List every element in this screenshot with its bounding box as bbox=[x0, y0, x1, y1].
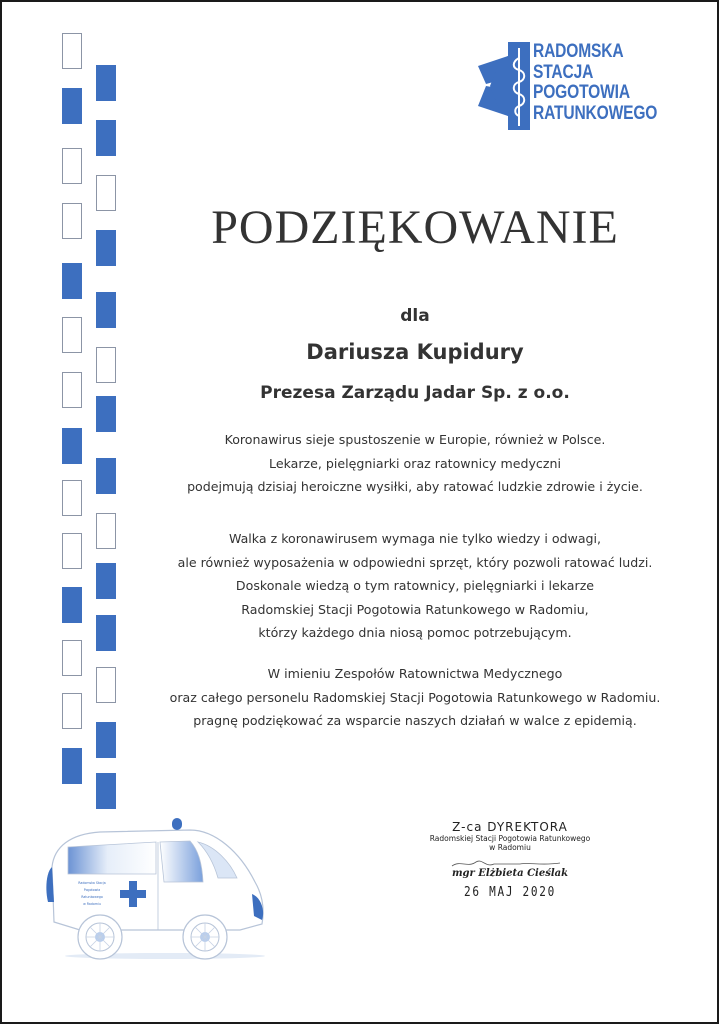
decorative-square bbox=[96, 347, 116, 383]
logo-line: POGOTOWIA bbox=[533, 82, 630, 103]
decorative-square bbox=[62, 263, 82, 299]
decorative-square bbox=[96, 773, 116, 809]
for-label: dla bbox=[400, 306, 430, 326]
recipient-role: Prezesa Zarządu Jadar Sp. z o.o. bbox=[260, 383, 570, 403]
decorative-square bbox=[62, 533, 82, 569]
decorative-square bbox=[96, 722, 116, 758]
paragraph-line: podejmują dzisiaj heroiczne wysiłki, aby ratować ludzkie zdrowie i życie. bbox=[187, 479, 643, 494]
decorative-square bbox=[96, 513, 116, 549]
paragraph-line: Lekarze, pielęgniarki oraz ratownicy medyczni bbox=[269, 455, 561, 471]
stamp-org: Radomskiej Stacji Pogotowia Ratunkowego bbox=[429, 834, 591, 843]
decorative-square bbox=[62, 372, 82, 408]
decorative-square bbox=[62, 693, 82, 729]
decorative-square bbox=[62, 203, 82, 239]
decorative-square bbox=[96, 396, 116, 432]
document-title: PODZIĘKOWANIE bbox=[211, 201, 619, 254]
decorative-square bbox=[96, 292, 116, 328]
decorative-square bbox=[62, 33, 82, 69]
decorative-square bbox=[62, 640, 82, 676]
logo-line: RATUNKOWEGO bbox=[533, 102, 658, 124]
decorative-square bbox=[62, 428, 82, 464]
decorative-square bbox=[62, 587, 82, 623]
logo-line: RADOMSKA bbox=[533, 41, 624, 62]
paragraph-line: Koronawirus sieje spustoszenie w Europie, również w Polsce. bbox=[224, 432, 606, 447]
logo-wordmark bbox=[533, 42, 657, 124]
decorative-square bbox=[96, 458, 116, 494]
stamp-org-city: w Radomiu bbox=[489, 843, 531, 852]
decorative-square bbox=[96, 563, 116, 599]
decorative-square bbox=[62, 88, 82, 124]
signature-scribble-icon bbox=[450, 856, 570, 870]
decorative-square bbox=[62, 480, 82, 516]
paragraph-line: W imieniu Zespołów Ratownictwa Medycznego bbox=[267, 666, 563, 681]
svg-text:Ratunkowego: Ratunkowego bbox=[81, 895, 103, 899]
decorative-square bbox=[62, 748, 82, 784]
decorative-square bbox=[96, 230, 116, 266]
paragraph-line: którzy każdego dnia niosą pomoc potrzebującym. bbox=[258, 625, 572, 640]
paragraph-line: ale również wyposażenia w odpowiedni sprzęt, który pozwoli ratować ludzi. bbox=[177, 554, 653, 570]
logo-line: STACJA bbox=[533, 61, 594, 83]
stamp-role: Z-ca DYREKTORA bbox=[452, 820, 568, 834]
signature-stamp bbox=[420, 820, 600, 900]
decorative-square bbox=[96, 615, 116, 651]
decorative-square bbox=[96, 667, 116, 703]
svg-text:Pogotowia: Pogotowia bbox=[83, 888, 101, 892]
decorative-square bbox=[96, 175, 116, 211]
paragraph-3 bbox=[150, 662, 680, 733]
recipient-name: Dariusza Kupidury bbox=[306, 340, 524, 364]
paragraph-line: Radomskiej Stacji Pogotowia Ratunkowego w Radomiu, bbox=[241, 601, 589, 617]
signatory-name: mgr Elżbieta Cieślak bbox=[451, 868, 569, 879]
paragraph-line: pragnę podziękować za wsparcie naszych działań w walce z epidemią. bbox=[193, 713, 637, 728]
paragraph-2 bbox=[150, 527, 680, 645]
paragraph-1 bbox=[150, 428, 680, 499]
svg-text:w Radomiu: w Radomiu bbox=[83, 902, 101, 906]
stamp-date: 26 MAJ 2020 bbox=[464, 885, 556, 900]
decorative-square bbox=[62, 148, 82, 184]
decorative-square bbox=[62, 317, 82, 353]
paragraph-line: Walka z koronawirusem wymaga nie tylko wiedzy i odwagi, bbox=[228, 531, 602, 546]
paragraph-line: oraz całego personelu Radomskiej Stacji Pogotowia Ratunkowego w Radomiu. bbox=[169, 689, 661, 705]
decorative-square bbox=[96, 120, 116, 156]
paragraph-line: Doskonale wiedzą o tym ratownicy, pielęgniarki i lekarze bbox=[235, 578, 595, 593]
ambulance-illustration-icon bbox=[40, 812, 280, 962]
decorative-square bbox=[96, 65, 116, 101]
svg-text:Radomska Stacja: Radomska Stacja bbox=[78, 881, 106, 885]
